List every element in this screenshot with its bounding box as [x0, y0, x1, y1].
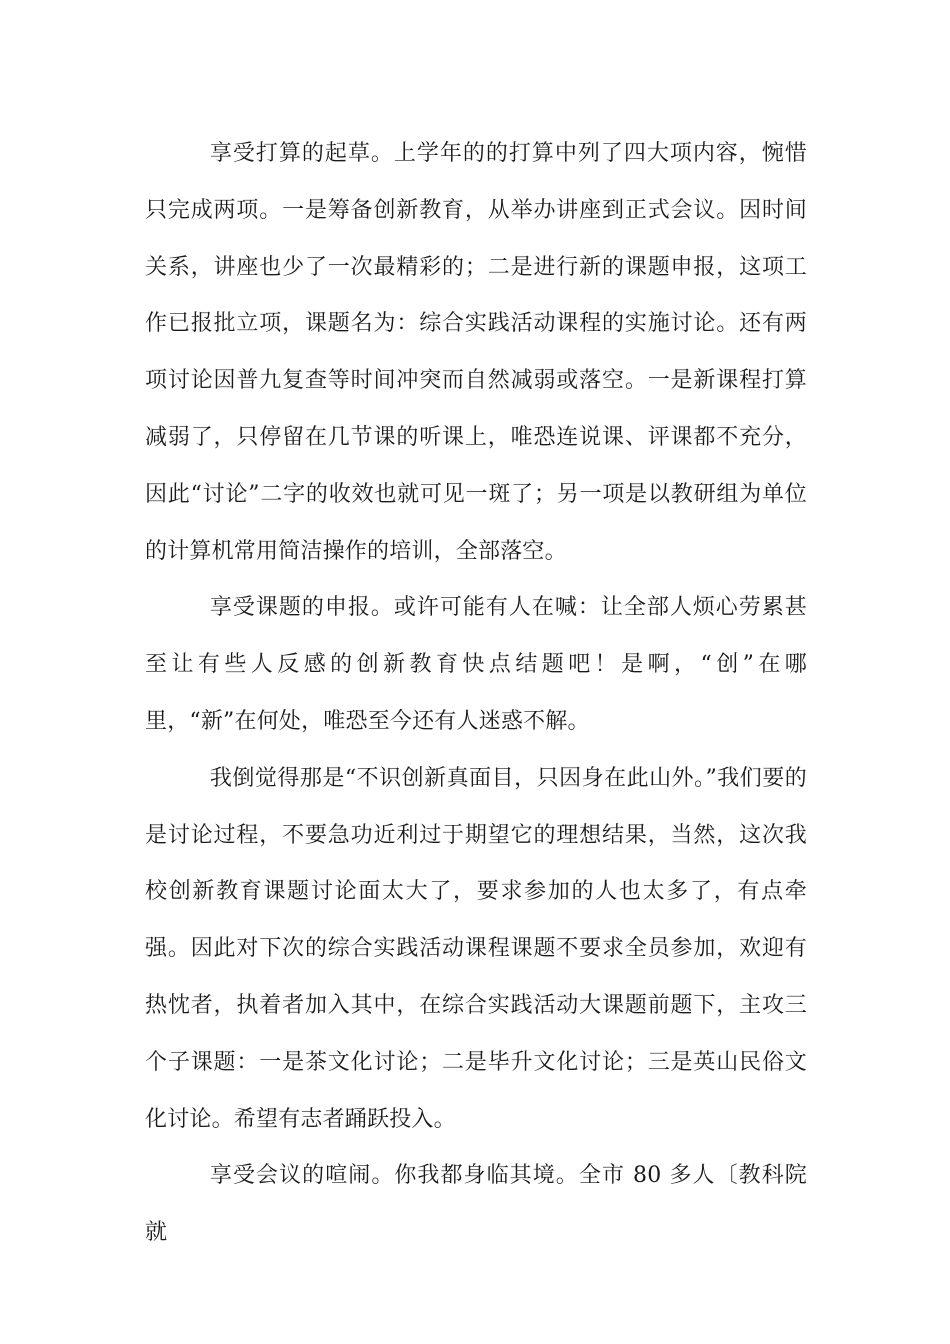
document-body	[145, 126, 807, 1262]
paragraph-plan-drafting: 享受打算的起草。上学年的的打算中列了四大项内容，惋惜只完成两项。一是筹备创新教育，从举办讲座到正式会议。因时间关系，讲座也少了一次最精彩的；二是进行新的课题申报，这项工作已报批立项，课题名为：综合实践活动课程的实施讨论。还有两项讨论因普九复查等时间冲突而自然减弱或落空。一是新课程打算减弱了，只停留在几节课的听课上，唯恐连说课、评课都不充分，因此“讨论”二字的收效也就可见一斑了；另一项是以教研组为单位的计算机常用简洁操作的培训，全部落空。	[145, 141, 807, 564]
paragraph-meeting: 享受会议的喧闹。你我都身临其境。全市 80 多人〔教科院就	[145, 1163, 807, 1246]
paragraph-topic-application: 享受课题的申报。或许可能有人在喊：让全部人烦心劳累甚至让有些人反感的创新教育快点结题吧！是啊，“创”在哪里，“新”在何处，唯恐至今还有人迷惑不解。	[145, 595, 807, 734]
paragraph-innovation-view: 我倒觉得那是“不识创新真面目，只因身在此山外。”我们要的是讨论过程，不要急功近利过于期望它的理想结果，当然，这次我校创新教育课题讨论面太大了，要求参加的人也太多了，有点牵强。因此对下次的综合实践活动课程课题不要求全员参加，欢迎有热忱者，执着者加入其中，在综合实践活动大课题前题下，主攻三个子课题：一是茶文化讨论；二是毕升文化讨论；三是英山民俗文化讨论。希望有志者踊跃投入。	[145, 765, 807, 1132]
